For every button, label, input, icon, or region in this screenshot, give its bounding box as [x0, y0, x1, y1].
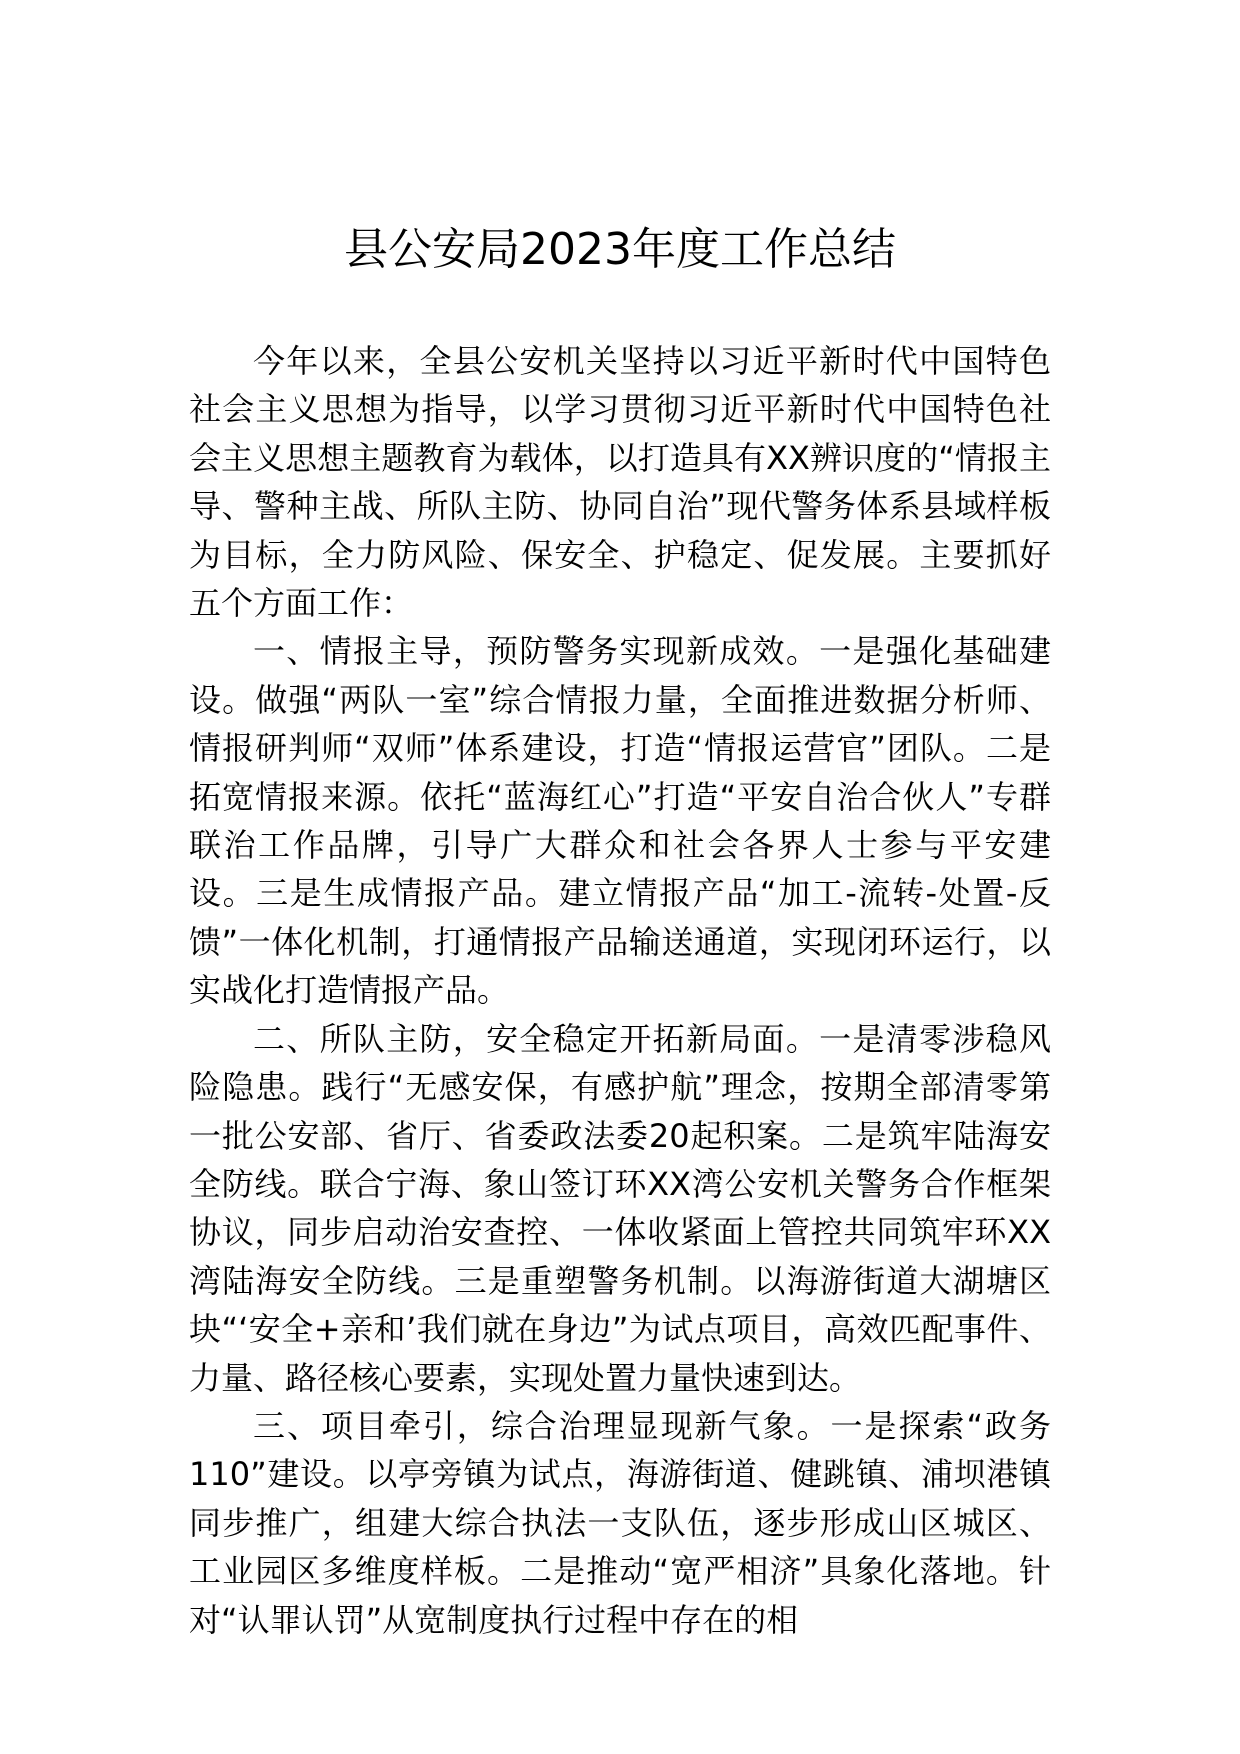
paragraph-section-3: 三、项目牵引，综合治理显现新气象。一是探索“政务110”建设。以亭旁镇为试点，海游街道、健跳镇、浦坝港镇同步推广，组建大综合执法一支队伍，逐步形成山区城区、工业园区多维度样板。二是推动“宽严相济”具象化落地。针对“认罪认罚”从宽制度执行过程中存在的相	[189, 1406, 1051, 1639]
document-title: 县公安局2023年度工作总结	[344, 224, 896, 275]
paragraph-section-2: 二、所队主防，安全稳定开拓新局面。一是清零涉稳风险隐患。践行“无感安保，有感护航”理念，按期全部清零第一批公安部、省厅、省委政法委20起积案。二是筑牢陆海安全防线。联合宁海、象山签订环XX湾公安机关警务合作框架协议，同步启动治安查控、一体收紧面上管控共同筑牢环XX湾陆海安全防线。三是重塑警务机制。以海游街道大湖塘区块“‘安全+亲和’我们就在身边”为试点项目，高效匹配事件、力量、路径核心要素，实现处置力量快速到达。	[189, 1019, 1051, 1397]
document-body	[189, 337, 1051, 1644]
paragraph-section-1: 一、情报主导，预防警务实现新成效。一是强化基础建设。做强“两队一室”综合情报力量，全面推进数据分析师、情报研判师“双师”体系建设，打造“情报运营官”团队。二是拓宽情报来源。依托“蓝海红心”打造“平安自治合伙人”专群联治工作品牌，引导广大群众和社会各界人士参与平安建设。三是生成情报产品。建立情报产品“加工-流转-处置-反馈”一体化机制，打通情报产品输送通道，实现闭环运行，以实战化打造情报产品。	[189, 632, 1051, 1010]
paragraph-intro: 今年以来，全县公安机关坚持以习近平新时代中国特色社会主义思想为指导，以学习贯彻习近平新时代中国特色社会主义思想主题教育为载体，以打造具有XX辨识度的“情报主导、警种主战、所队主防、协同自治”现代警务体系县域样板为目标，全力防风险、保安全、护稳定、促发展。主要抓好五个方面工作：	[189, 342, 1051, 623]
